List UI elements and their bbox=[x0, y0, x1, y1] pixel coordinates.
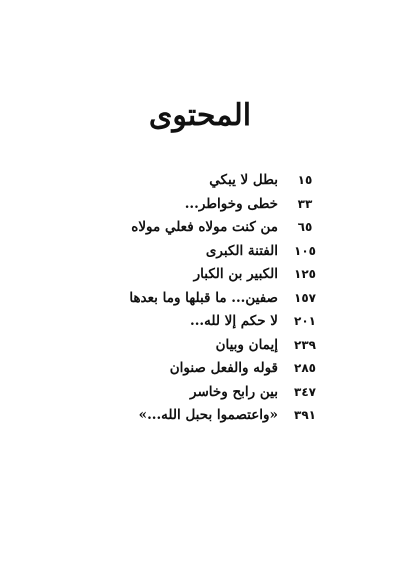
toc-page-number: ٢٠١ bbox=[294, 314, 316, 328]
toc-row bbox=[110, 290, 332, 314]
toc-entry-title: من كنت مولاه فعلي مولاه bbox=[131, 219, 278, 235]
toc-entry-title: الكبير بن الكبار bbox=[193, 266, 278, 282]
toc-page-number: ٢٨٥ bbox=[294, 361, 316, 375]
table-of-contents bbox=[110, 172, 332, 431]
toc-row bbox=[110, 243, 332, 267]
toc-page-number: ١٢٥ bbox=[294, 267, 316, 281]
toc-entry-title: «واعتصموا بحبل الله...» bbox=[138, 407, 278, 423]
toc-row bbox=[110, 407, 332, 431]
toc-entry-title: صفين... ما قبلها وما بعدها bbox=[129, 289, 278, 306]
toc-entry-title: خطى وخواطر... bbox=[184, 195, 278, 212]
toc-entry-title: الفتنة الكبرى bbox=[205, 242, 278, 259]
toc-page-number: ٣٩١ bbox=[294, 408, 316, 422]
toc-page-number: ٣٤٧ bbox=[294, 384, 316, 399]
toc-row bbox=[110, 337, 332, 361]
toc-entry-title: إيمان وبيان bbox=[215, 336, 278, 353]
toc-page-number: ١٠٥ bbox=[294, 243, 316, 258]
toc-entry-title: لا حكم إلا لله... bbox=[190, 313, 278, 329]
toc-row bbox=[110, 219, 332, 243]
toc-page-number: ١٥٧ bbox=[294, 290, 316, 305]
toc-row bbox=[110, 196, 332, 220]
toc-page-number: ٢٣٩ bbox=[294, 337, 316, 352]
toc-page-number: ٣٣ bbox=[297, 196, 313, 211]
toc-row bbox=[110, 266, 332, 290]
toc-row bbox=[110, 172, 332, 196]
toc-row bbox=[110, 384, 332, 408]
toc-entry-title: بطل لا يبكي bbox=[209, 172, 278, 188]
toc-page-number: ٦٥ bbox=[297, 220, 313, 234]
toc-page-number: ١٥ bbox=[297, 173, 313, 187]
toc-row bbox=[110, 360, 332, 384]
toc-entry-title: بين رابح وخاسر bbox=[190, 383, 278, 400]
page-title: المحتوى bbox=[148, 98, 252, 133]
toc-row bbox=[110, 313, 332, 337]
toc-entry-title: قوله والفعل صنوان bbox=[169, 360, 278, 376]
